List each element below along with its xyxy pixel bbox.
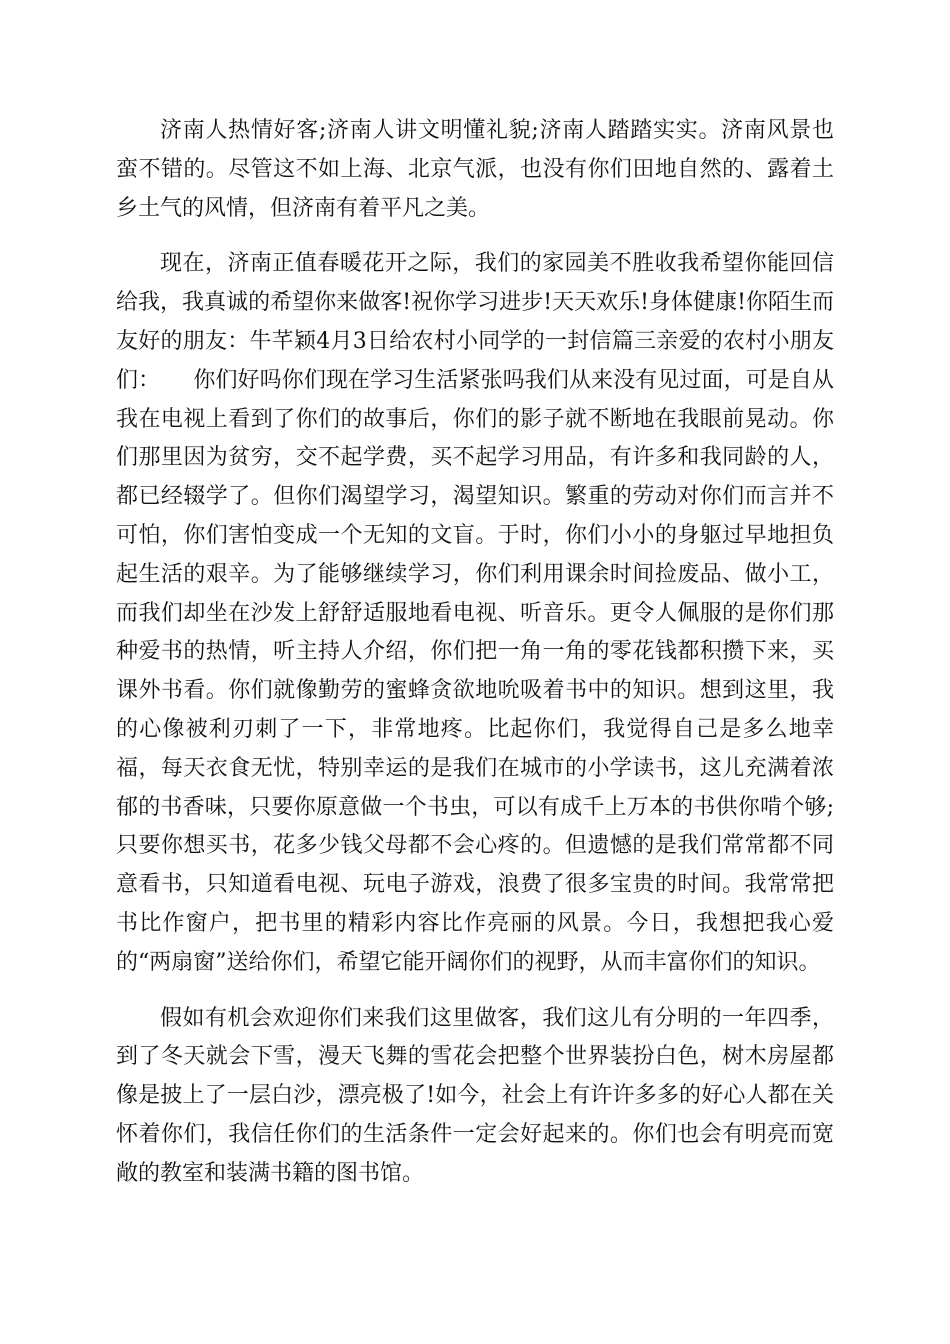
document-body [116,112,834,1194]
paragraph-3: 假如有机会欢迎你们来我们这里做客，我们这儿有分明的一年四季，到了冬天就会下雪，漫天飞舞的雪花会把整个世界装扮白色，树木房屋都像是披上了一层白沙，漂亮极了!如今，社会上有许许多多的好心人都在关怀着你们，我信任你们的生活条件一定会好起来的。你们也会有明亮而宽敞的教室和装满书籍的图书馆。 [116,1005,834,1186]
paragraph-1: 济南人热情好客;济南人讲文明懂礼貌;济南人踏踏实实。济南风景也蛮不错的。尽管这不如上海、北京气派，也没有你们田地自然的、露着土乡土气的风情，但济南有着平凡之美。 [116,118,834,221]
paragraph-2: 现在，济南正值春暖花开之际，我们的家园美不胜收我希望你能回信给我，我真诚的希望你来做客!祝你学习进步!天天欢乐!身体健康!你陌生而友好的朋友：牛芊颖4月3日给农村小同学的一封信篇三亲爱的农村小朋友们： 你们好吗你们现在学习生活紧张吗我们从来没有见过面，可是自从我在电视上看到了你们的故事后，你们的影子就不断地在我眼前晃动。你们那里因为贫穷，交不起学费，买不起学习用品，有许多和我同龄的人，都已经辍学了。但你们渴望学习，渴望知识。繁重的劳动对你们而言并不可怕，你们害怕变成一个无知的文盲。于时，你们小小的身躯过早地担负起生活的艰辛。为了能够继续学习，你们利用课余时间捡废品、做小工，而我们却坐在沙发上舒舒适服地看电视、听音乐。更令人佩服的是你们那种爱书的热情，听主持人介绍，你们把一角一角的零花钱都积攒下来，买课外书看。你们就像勤劳的蜜蜂贪欲地吮吸着书中的知识。想到这里，我的心像被利刃刺了一下，非常地疼。比起你们，我觉得自己是多么地幸福，每天衣食无忧，特别幸运的是我们在城市的小学读书，这儿充满着浓郁的书香味，只要你原意做一个书虫，可以有成千上万本的书供你啃个够;只要你想买书，花多少钱父母都不会心疼的。但遗憾的是我们常常都不同意看书，只知道看电视、玩电子游戏，浪费了很多宝贵的时间。我常常把书比作窗户，把书里的精彩内容比作亮丽的风景。今日，我想把我心爱的“两扇窗”送给你们，希望它能开阔你们的视野，从而丰富你们的知识。 [116,251,834,975]
